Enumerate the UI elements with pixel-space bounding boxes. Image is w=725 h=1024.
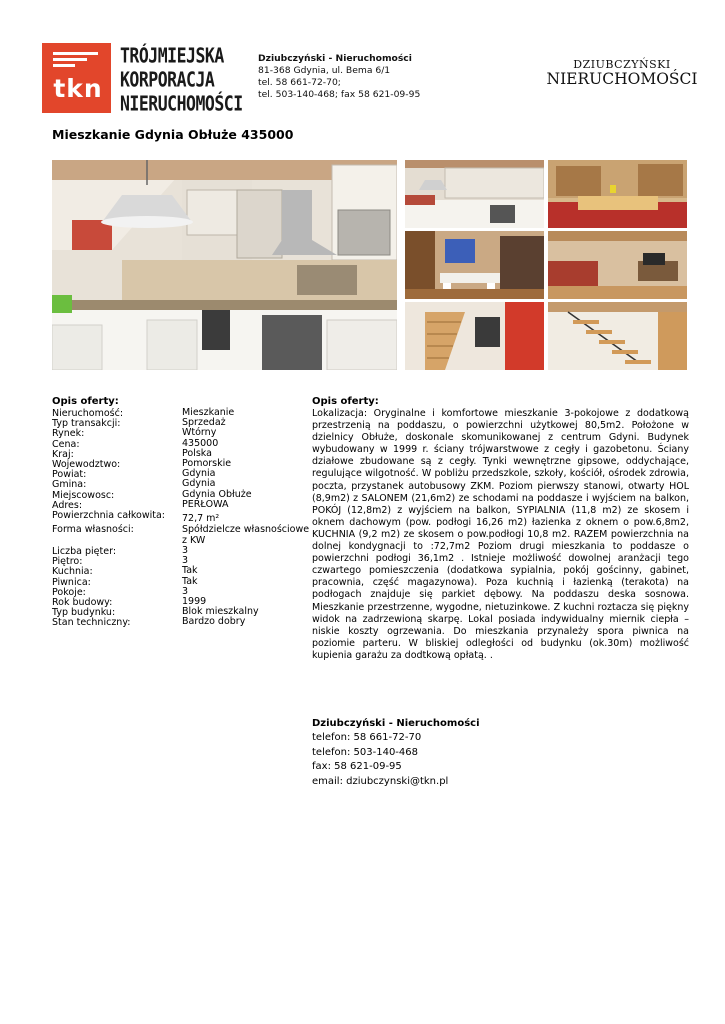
detail-row <box>52 577 310 587</box>
detail-label: Rynek: <box>52 428 85 440</box>
detail-row <box>52 469 310 479</box>
detail-value: Pomorskie <box>182 458 232 470</box>
contact-phone: tel. 58 661-72-70; <box>258 77 341 88</box>
contact-address: 81-368 Gdynia, ul. Bema 6/1 <box>258 65 391 76</box>
detail-label: Piętro: <box>52 556 83 568</box>
detail-value: 72,7 m² <box>182 513 220 525</box>
detail-row <box>52 449 310 459</box>
kitchen-wide-photo <box>405 160 544 228</box>
detail-row <box>52 439 310 449</box>
logo-name-line-3: NIERUCHOMOŚCI <box>120 91 243 116</box>
detail-label: Adres: <box>52 499 83 511</box>
staircase-photo <box>548 302 687 370</box>
dining-room-photo <box>548 160 687 228</box>
detail-value: 435000 <box>182 437 219 449</box>
detail-label: Kuchnia: <box>52 566 93 578</box>
detail-value: 3 <box>182 555 189 567</box>
detail-label: Typ transakcji: <box>52 418 121 430</box>
detail-value: Sprzedaż <box>182 417 226 429</box>
detail-row <box>52 510 310 524</box>
detail-label: Nieruchomość: <box>52 408 124 419</box>
detail-row <box>52 587 310 597</box>
detail-label: Rok budowy: <box>52 597 113 609</box>
detail-row <box>52 418 310 428</box>
detail-value: Spółdzielcze własnościowe z KW <box>182 524 310 547</box>
detail-row <box>52 500 310 510</box>
detail-value: Gdynia <box>182 478 216 490</box>
detail-label: Cena: <box>52 438 80 450</box>
detail-label: Powierzchnia całkowita: <box>52 510 165 522</box>
logo-name <box>120 41 243 116</box>
detail-row <box>52 459 310 469</box>
detail-label: Stan techniczny: <box>52 617 131 629</box>
detail-row <box>52 556 310 566</box>
detail-value: Tak <box>182 565 198 577</box>
footer-fax: fax: 58 621-09-95 <box>312 761 402 773</box>
detail-value: Blok mieszkalny <box>182 606 259 618</box>
stairs-photo <box>405 302 544 370</box>
footer-phone-2: telefon: 503-140-468 <box>312 746 419 758</box>
detail-value: Bardzo dobry <box>182 616 246 628</box>
detail-row <box>52 524 310 546</box>
detail-value: Mieszkanie <box>182 407 235 418</box>
detail-label: Wojewodztwo: <box>52 459 121 471</box>
detail-value: Tak <box>182 575 198 587</box>
detail-row <box>52 546 310 556</box>
detail-value: Gdynia <box>182 468 216 480</box>
footer-phone-1: telefon: 58 661-72-70 <box>312 732 422 744</box>
detail-label: Forma własności: <box>52 524 134 536</box>
brand-line-2: NIERUCHOMOŚCI <box>546 70 698 88</box>
description-heading: Opis oferty: <box>312 396 379 407</box>
detail-row <box>52 597 310 607</box>
detail-value: Gdynia Obłuże <box>182 488 252 500</box>
detail-row <box>52 617 310 627</box>
living-room-photo <box>548 231 687 299</box>
detail-row <box>52 607 310 617</box>
logo-name-line-1: TRÓJMIEJSKA <box>120 43 224 68</box>
logo-abbr: tkn <box>53 74 103 103</box>
detail-label: Powiat: <box>52 469 87 481</box>
brand-line-1: DZIUBCZYŃSKI <box>573 58 671 71</box>
details-table <box>52 408 310 628</box>
description-text: Lokalizacja: Oryginalne i komfortowe mieszkanie 3-pokojowe z dodatkową przestrzenią na poddaszu, o powierzchni użytkowej 80,5m2. Położone w dzielnicy Obłuże, doskonale skomunikowanej z centrum Gdyni. Budynek wybudowany w 1999 r. ściany trójwarstwowe z cegły i gazobetonu. Ściany działowe zbudowane są z cegły. Tynki wewnętrzne gipsowe, oddychające, regulujące wilgotność. W pobliżu przedszkole, szkoły, kościół, ośrodek zdrowia, poczta, przystanek autobusowy ZKM. Poziom pierwszy stanowi, otwarty HOL (8,9m2) z SALONEM (21,6m2) ze schodami na poddasze i wyjściem na balkon, POKÓJ (12,8m2) z wyjściem na balkon, SYPIALNIA (11,8 m2) ze skosem i oknem dachowym (pow. podłogi 16,26 m2) łazienka z oknem o pow.6,8m2, KUCHNIA (9,2 m2) ze skosem o pow.podłogi 10,8 m2. RAZEM powierzchnia na dolnej kondygnacji to :72,7m2 Poziom drugi mieszkania to poddasze o powierzchni podłogi 36,1m2 . Istnieje możliwość dowolnej aranżacji tego czwartego pomieszczenia (dodatkowa sypialnia, pokój gościnny, gabinet, pracownia, część magazynowa). Poza kuchnią i łazienką (terakota) na podłogach znajduje się parkiet dębowy. Na poddaszu deska sosnowa. Mieszkanie przestrzenne, wygodne, nietuzinkowe. Z kuchni roztacza się piękny widok na zadrzewioną skarpę. Lokal posiada indywidualny miernik ciepła – niskie koszty ogrzewania. Do mieszkania przynależy spora piwnica na poziomie parteru. W bliskiej odległości od budynku (ok.30m) możliwość kupienia garażu za dodtkową opłatą. . <box>312 408 689 661</box>
detail-value: 3 <box>182 585 189 597</box>
detail-label: Miejscowosc: <box>52 489 115 501</box>
footer-email[interactable]: email: dziubczynski@tkn.pl <box>312 775 449 787</box>
brand-logo <box>546 58 698 88</box>
detail-row <box>52 566 310 576</box>
detail-label: Gmina: <box>52 479 87 491</box>
kitchen-photo <box>52 160 397 370</box>
dining-table-photo <box>405 231 544 299</box>
detail-row <box>52 479 310 489</box>
detail-value: PERŁOWA <box>182 498 229 510</box>
footer-contact <box>312 717 480 789</box>
header-contact <box>258 53 420 101</box>
detail-label: Piwnica: <box>52 576 91 588</box>
logo-name-line-2: KORPORACJA <box>120 67 215 92</box>
contact-phone-fax: tel. 503-140-468; fax 58 621-09-95 <box>258 89 421 100</box>
detail-label: Kraj: <box>52 448 74 460</box>
detail-value: Wtórny <box>182 427 217 439</box>
page-title: Mieszkanie Gdynia Obłuże 435000 <box>52 127 294 142</box>
detail-label: Typ budynku: <box>52 607 116 619</box>
contact-company: Dziubczyński - Nieruchomości <box>258 53 412 64</box>
detail-row <box>52 490 310 500</box>
detail-row <box>52 428 310 438</box>
footer-company: Dziubczyński - Nieruchomości <box>312 718 480 729</box>
detail-value: 1999 <box>182 596 207 608</box>
detail-value: 3 <box>182 545 189 557</box>
logo-stripes-icon <box>53 52 98 70</box>
detail-label: Liczba pięter: <box>52 546 117 558</box>
detail-row <box>52 408 310 418</box>
detail-label: Pokoje: <box>52 586 86 598</box>
details-heading: Opis oferty: <box>52 396 119 407</box>
detail-value: Polska <box>182 447 212 459</box>
